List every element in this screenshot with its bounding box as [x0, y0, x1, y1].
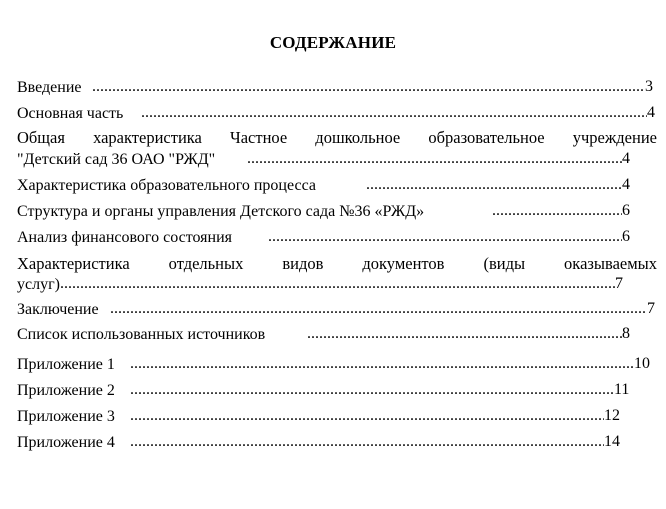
toc-entry-main-part [17, 104, 123, 123]
toc-word: отдельных [168, 254, 244, 273]
dot-leader [92, 78, 645, 96]
toc-entry-documents-line1 [17, 254, 657, 273]
toc-page-number: 10 [634, 355, 650, 372]
dot-leader [130, 355, 634, 373]
toc-entry-general-line1 [17, 128, 657, 147]
toc-label: Приложение 1 [17, 356, 115, 373]
toc-page-number: 11 [614, 381, 630, 398]
toc-word: учреждение [572, 128, 657, 147]
toc-page-number: 4 [647, 104, 655, 121]
dot-leader [247, 150, 622, 168]
dot-leader [141, 104, 647, 122]
toc-label: Список использованных источников [17, 326, 266, 343]
toc-word: (виды [483, 254, 526, 273]
toc-page-number: 4 [622, 150, 630, 167]
toc-word: видов [282, 254, 324, 273]
toc-label: Основная часть [17, 105, 124, 122]
toc-word: Общая [17, 128, 65, 147]
toc-entry-general-line2 [17, 150, 215, 169]
toc-word: оказываемых [564, 254, 657, 273]
toc-label: Заключение [17, 301, 99, 318]
toc-label: Анализ финансового состояния [17, 229, 233, 246]
toc-entry-sources [17, 325, 265, 344]
dot-leader [307, 325, 622, 343]
dot-leader [60, 275, 615, 293]
toc-page-number: 6 [622, 228, 630, 245]
page-title: СОДЕРЖАНИЕ [269, 33, 397, 52]
toc-label: "Детский сад 36 ОАО "РЖД" [17, 151, 216, 168]
dot-leader [492, 202, 622, 220]
toc-label: Характеристика образовательного процесса [17, 177, 316, 194]
toc-page-number: 7 [647, 300, 655, 317]
toc-word: Частное [229, 128, 288, 147]
toc-page-number: 6 [622, 202, 630, 219]
toc-entry-structure [17, 202, 424, 221]
dot-leader [268, 228, 622, 246]
toc-page-number: 14 [604, 433, 620, 450]
toc-entry-intro [17, 78, 82, 97]
toc-label: Приложение 3 [17, 408, 115, 425]
toc-page-number: 8 [622, 325, 630, 342]
toc-entry-process [17, 176, 316, 195]
toc-entry-finance [17, 228, 232, 247]
toc-label: Приложение 4 [17, 434, 115, 451]
toc-label: Приложение 2 [17, 382, 115, 399]
toc-page-number: 12 [604, 407, 620, 424]
toc-entry-appendix-3 [17, 407, 115, 426]
toc-label: услуг) [17, 276, 60, 293]
dot-leader [130, 407, 604, 425]
dot-leader [130, 381, 614, 399]
toc-entry-appendix-4 [17, 433, 115, 452]
toc-entry-appendix-2 [17, 381, 115, 400]
toc-word: документов [362, 254, 445, 273]
toc-entry-documents-line2 [17, 275, 60, 294]
dot-leader [130, 433, 604, 451]
toc-label: Структура и органы управления Детского сада №36 «РЖД» [17, 203, 425, 220]
toc-word: дошкольное [315, 128, 401, 147]
toc-word: образовательное [428, 128, 545, 147]
toc-word: характеристика [93, 128, 202, 147]
dot-leader [110, 300, 647, 318]
toc-label: Введение [17, 79, 82, 96]
dot-leader [366, 176, 622, 194]
toc-entry-appendix-1 [17, 355, 115, 374]
toc-page-number: 3 [645, 78, 653, 95]
toc-page-number: 7 [615, 275, 623, 292]
toc-word: Характеристика [17, 254, 130, 273]
toc-page-number: 4 [622, 176, 630, 193]
toc-entry-conclusion [17, 300, 99, 319]
